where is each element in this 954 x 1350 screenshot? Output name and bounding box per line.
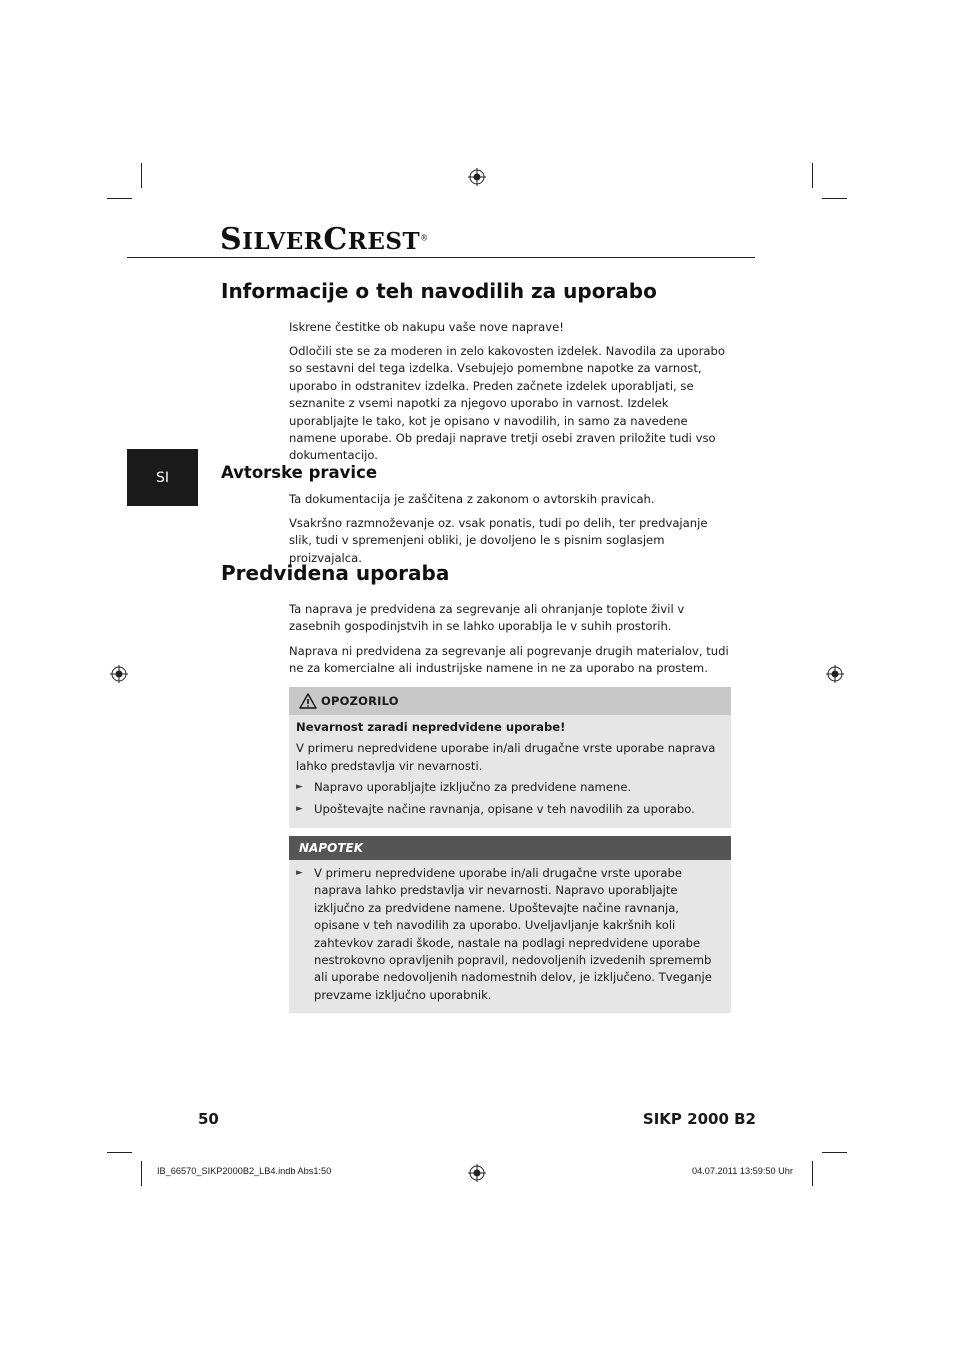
warning-triangle-icon bbox=[299, 693, 317, 709]
warning-box bbox=[289, 687, 731, 828]
warning-label: OPOZORILO bbox=[321, 694, 399, 708]
paragraph: Ta dokumentacija je zaščitena z zakonom o avtorskih pravicah. bbox=[289, 492, 655, 506]
crop-mark bbox=[107, 198, 132, 199]
paragraph: Odločili ste se za moderen in zelo kakovosten izdelek. Navodila za uporabo so sestavni del tega izdelka. Vsebujejo pomembne napotke za varnost, uporabo in odstranitev izdelka. Preden začnete izdelek uporabljati, se seznanite z vsemi napotki za njegovo uporabo in varnost. Izdelek uporabljajte le tako, kot je opisano v navodilih, in samo za navedene namene uporabe. Ob predaji naprave tretji osebi zraven priložite tudi vso dokumentacijo. bbox=[289, 344, 725, 463]
warning-header bbox=[289, 687, 731, 715]
crop-mark bbox=[141, 163, 142, 188]
warning-subtitle: Nevarnost zaradi nepredvidene uporabe! bbox=[296, 720, 566, 734]
list-item: ► Upoštevajte načine ravnanja, opisane v teh navodilih za uporabo. bbox=[296, 801, 723, 818]
paragraph: Iskrene čestitke ob nakupu vaše nove naprave! bbox=[289, 320, 564, 334]
registration-mark-icon bbox=[826, 665, 844, 683]
crop-mark bbox=[812, 1161, 813, 1186]
language-tab: SI bbox=[127, 449, 198, 506]
note-box bbox=[289, 836, 731, 1013]
paragraph: Ta naprava je predvidena za segrevanje ali ohranjanje toplote živil v zasebnih gospodinjstvih in se lahko uporablja le v suhih prostorih. bbox=[289, 602, 685, 634]
crop-mark bbox=[812, 163, 813, 188]
model-name: SIKP 2000 B2 bbox=[642, 1110, 756, 1128]
print-timestamp: 04.07.2011 13:59:50 Uhr bbox=[692, 1166, 793, 1176]
bullet-arrow-icon: ► bbox=[296, 868, 303, 878]
page-number: 50 bbox=[198, 1110, 219, 1128]
note-label: NAPOTEK bbox=[299, 841, 364, 855]
bullet-arrow-icon: ► bbox=[296, 803, 303, 814]
section-title-manual-info: Informacije o teh navodilih za uporabo bbox=[221, 279, 657, 303]
list-item: ► V primeru nepredvidene uporabe in/ali drugačne vrste uporabe naprava lahko predstavlja vir nevarnosti. Napravo uporabljajte izključno za predvidene namene. Upoštevajte načine ravnanja, opisane v teh navodilih za uporabo. Uveljavljanje kakršnih koli zahtevkov zaradi škode, nastale na podlagi nepredvidene uporabe nestrokovno opravljenih popravil, nedovoljenih izvedenih sprememb ali uporabe nedovoljenih nadomestnih delov, je izključeno. Tveganje prevzame izključno uporabnik. bbox=[296, 865, 723, 1004]
section-title-intended-use: Predvidena uporaba bbox=[221, 561, 450, 585]
brand-logo: SILVERCREST® bbox=[220, 222, 429, 257]
paragraph: Vsakršno razmnoževanje oz. vsak ponatis, tudi po delih, ter predvajanje slik, tudi v spremenjeni obliki, je dovoljeno le s pisnim soglasjem proizvajalca. bbox=[289, 516, 708, 565]
section-title-copyright: Avtorske pravice bbox=[221, 463, 378, 482]
paragraph: Naprava ni predvidena za segrevanje ali pogrevanje drugih materialov, tudi ne za komercialne ali industrijske namene in ne za uporabo na prostem. bbox=[289, 644, 729, 676]
note-header bbox=[289, 836, 731, 860]
registration-mark-icon bbox=[110, 665, 128, 683]
bullet-arrow-icon: ► bbox=[296, 782, 303, 793]
crop-mark bbox=[141, 1161, 142, 1186]
registration-mark-icon bbox=[468, 1164, 486, 1182]
registration-mark-icon bbox=[468, 168, 486, 186]
crop-mark bbox=[822, 198, 847, 199]
list-item: ► Napravo uporabljajte izključno za predvidene namene. bbox=[296, 779, 723, 796]
crop-mark bbox=[822, 1152, 847, 1153]
header-rule bbox=[127, 257, 755, 258]
warning-text: V primeru nepredvidene uporabe in/ali drugačne vrste uporabe naprava lahko predstavlja vir nevarnosti. bbox=[296, 741, 716, 773]
crop-mark bbox=[107, 1152, 132, 1153]
print-file-info: IB_66570_SIKP2000B2_LB4.indb Abs1:50 bbox=[157, 1166, 332, 1176]
